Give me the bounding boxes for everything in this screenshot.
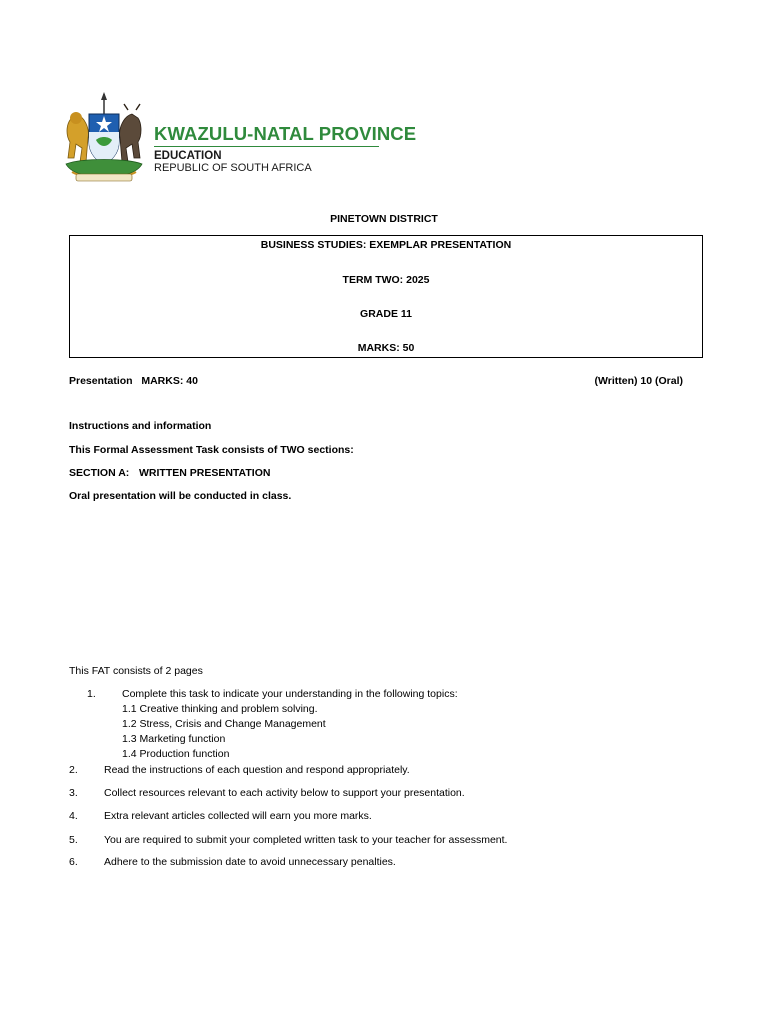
list-item-text: Read the instructions of each question and respond appropriately.	[104, 764, 410, 776]
grade-label: GRADE 11	[360, 308, 412, 320]
instructions-heading: Instructions and information	[69, 420, 212, 432]
district-heading: PINETOWN DISTRICT	[330, 213, 438, 225]
sub-item: 1.4 Production function	[122, 748, 230, 760]
title-box	[69, 235, 703, 358]
list-item-number: 4.	[69, 810, 78, 822]
subject-title: BUSINESS STUDIES: EXEMPLAR PRESENTATION	[260, 239, 512, 251]
list-item-text: Adhere to the submission date to avoid unnecessary penalties.	[104, 856, 396, 868]
kzn-coat-of-arms-logo	[62, 92, 146, 184]
sub-item: 1.3 Marketing function	[122, 733, 226, 745]
written-oral-marks: (Written) 10 (Oral)	[594, 375, 683, 387]
presentation-marks: Presentation MARKS: 40	[69, 375, 198, 387]
pages-note: This FAT consists of 2 pages	[69, 665, 203, 677]
list-item-number: 5.	[69, 834, 78, 846]
list-item-number: 1.	[87, 688, 96, 700]
sub-item: 1.2 Stress, Crisis and Change Management	[122, 718, 326, 730]
oral-presentation-note: Oral presentation will be conducted in class.	[69, 490, 292, 502]
sub-item: 1.1 Creative thinking and problem solving.	[122, 703, 318, 715]
province-name: KWAZULU-NATAL PROVINCE	[154, 123, 417, 144]
list-item-text: Complete this task to indicate your understanding in the following topics:	[122, 688, 458, 700]
list-item-text: Collect resources relevant to each activity below to support your presentation.	[104, 787, 465, 799]
sections-intro: This Formal Assessment Task consists of TWO sections:	[69, 444, 354, 456]
total-marks-label: MARKS: 50	[357, 342, 415, 354]
list-item-number: 2.	[69, 764, 78, 776]
header-divider	[154, 146, 379, 147]
list-item-text: You are required to submit your completed written task to your teacher for assessment.	[104, 834, 508, 846]
term-label: TERM TWO: 2025	[342, 274, 430, 286]
list-item-number: 6.	[69, 856, 78, 868]
department-name: EDUCATION	[154, 150, 222, 162]
list-item-text: Extra relevant articles collected will earn you more marks.	[104, 810, 372, 822]
country-name: REPUBLIC OF SOUTH AFRICA	[154, 162, 312, 174]
section-a-label: SECTION A:	[69, 467, 130, 479]
list-item-number: 3.	[69, 787, 78, 799]
section-a-value: WRITTEN PRESENTATION	[139, 467, 271, 479]
